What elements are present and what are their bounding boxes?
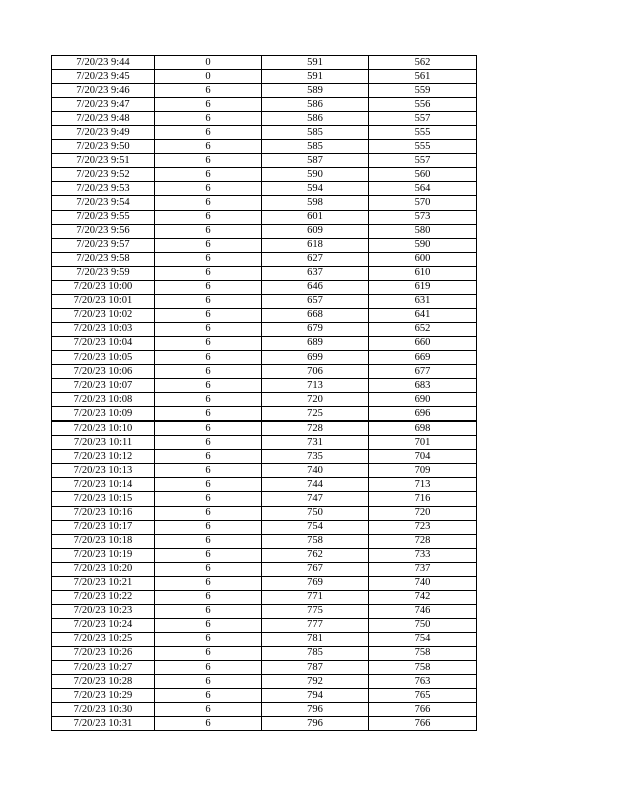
setting-cell: 6 xyxy=(155,294,262,308)
timestamp-cell: 7/20/23 10:15 xyxy=(52,492,155,506)
timestamp-cell: 7/20/23 9:54 xyxy=(52,196,155,210)
value-b-cell: 765 xyxy=(369,689,477,703)
table-row xyxy=(52,350,477,364)
table-row xyxy=(52,112,477,126)
value-a-cell: 618 xyxy=(262,238,369,252)
timestamp-cell: 7/20/23 10:17 xyxy=(52,520,155,534)
table-body xyxy=(52,56,477,731)
setting-cell: 6 xyxy=(155,632,262,646)
table-row xyxy=(52,210,477,224)
value-b-cell: 560 xyxy=(369,168,477,182)
table-row xyxy=(52,84,477,98)
timestamp-cell: 7/20/23 9:56 xyxy=(52,224,155,238)
table-row xyxy=(52,126,477,140)
value-b-cell: 742 xyxy=(369,590,477,604)
value-a-cell: 668 xyxy=(262,308,369,322)
timestamp-cell: 7/20/23 9:53 xyxy=(52,182,155,196)
value-a-cell: 775 xyxy=(262,604,369,618)
timestamp-cell: 7/20/23 10:28 xyxy=(52,675,155,689)
timestamp-cell: 7/20/23 10:09 xyxy=(52,407,155,422)
setting-cell: 6 xyxy=(155,506,262,520)
table-row xyxy=(52,590,477,604)
value-b-cell: 631 xyxy=(369,294,477,308)
value-a-cell: 750 xyxy=(262,506,369,520)
timestamp-cell: 7/20/23 10:20 xyxy=(52,562,155,576)
value-a-cell: 785 xyxy=(262,646,369,660)
value-a-cell: 747 xyxy=(262,492,369,506)
value-a-cell: 762 xyxy=(262,548,369,562)
timestamp-cell: 7/20/23 10:18 xyxy=(52,534,155,548)
value-b-cell: 557 xyxy=(369,154,477,168)
value-a-cell: 679 xyxy=(262,322,369,336)
setting-cell: 6 xyxy=(155,365,262,379)
value-b-cell: 740 xyxy=(369,576,477,590)
setting-cell: 6 xyxy=(155,210,262,224)
table-row xyxy=(52,196,477,210)
table-row xyxy=(52,70,477,84)
value-b-cell: 641 xyxy=(369,308,477,322)
table-row xyxy=(52,520,477,534)
value-b-cell: 562 xyxy=(369,56,477,70)
setting-cell: 6 xyxy=(155,689,262,703)
value-b-cell: 750 xyxy=(369,618,477,632)
timestamp-cell: 7/20/23 10:07 xyxy=(52,379,155,393)
setting-cell: 6 xyxy=(155,98,262,112)
setting-cell: 6 xyxy=(155,407,262,422)
timestamp-cell: 7/20/23 10:01 xyxy=(52,294,155,308)
value-a-cell: 598 xyxy=(262,196,369,210)
timestamp-cell: 7/20/23 10:14 xyxy=(52,478,155,492)
value-b-cell: 713 xyxy=(369,478,477,492)
value-a-cell: 591 xyxy=(262,70,369,84)
value-b-cell: 754 xyxy=(369,632,477,646)
value-a-cell: 590 xyxy=(262,168,369,182)
table-row xyxy=(52,266,477,280)
timestamp-cell: 7/20/23 10:04 xyxy=(52,336,155,350)
table-row xyxy=(52,632,477,646)
table-row xyxy=(52,56,477,70)
value-a-cell: 796 xyxy=(262,717,369,731)
value-b-cell: 766 xyxy=(369,717,477,731)
value-b-cell: 737 xyxy=(369,562,477,576)
table-row xyxy=(52,407,477,422)
timestamp-cell: 7/20/23 9:48 xyxy=(52,112,155,126)
table-row xyxy=(52,224,477,238)
value-b-cell: 698 xyxy=(369,421,477,436)
table-row xyxy=(52,421,477,436)
table-row xyxy=(52,646,477,660)
setting-cell: 6 xyxy=(155,252,262,266)
setting-cell: 6 xyxy=(155,618,262,632)
value-b-cell: 610 xyxy=(369,266,477,280)
value-a-cell: 767 xyxy=(262,562,369,576)
value-a-cell: 792 xyxy=(262,675,369,689)
value-b-cell: 758 xyxy=(369,661,477,675)
setting-cell: 6 xyxy=(155,182,262,196)
value-a-cell: 637 xyxy=(262,266,369,280)
table-row xyxy=(52,140,477,154)
value-b-cell: 709 xyxy=(369,464,477,478)
setting-cell: 6 xyxy=(155,717,262,731)
setting-cell: 6 xyxy=(155,154,262,168)
timestamp-cell: 7/20/23 10:24 xyxy=(52,618,155,632)
value-b-cell: 758 xyxy=(369,646,477,660)
table-row xyxy=(52,576,477,590)
timestamp-cell: 7/20/23 10:26 xyxy=(52,646,155,660)
setting-cell: 6 xyxy=(155,224,262,238)
value-b-cell: 763 xyxy=(369,675,477,689)
setting-cell: 6 xyxy=(155,421,262,436)
table-row xyxy=(52,492,477,506)
setting-cell: 6 xyxy=(155,84,262,98)
setting-cell: 6 xyxy=(155,464,262,478)
setting-cell: 6 xyxy=(155,548,262,562)
table-row xyxy=(52,436,477,450)
timestamp-cell: 7/20/23 10:12 xyxy=(52,450,155,464)
setting-cell: 6 xyxy=(155,336,262,350)
table-row xyxy=(52,703,477,717)
value-a-cell: 794 xyxy=(262,689,369,703)
value-b-cell: 701 xyxy=(369,436,477,450)
timestamp-cell: 7/20/23 9:52 xyxy=(52,168,155,182)
timestamp-cell: 7/20/23 10:02 xyxy=(52,308,155,322)
table-row xyxy=(52,661,477,675)
table-row xyxy=(52,379,477,393)
value-b-cell: 652 xyxy=(369,322,477,336)
timestamp-cell: 7/20/23 9:47 xyxy=(52,98,155,112)
value-a-cell: 787 xyxy=(262,661,369,675)
table-row xyxy=(52,238,477,252)
timestamp-cell: 7/20/23 10:05 xyxy=(52,350,155,364)
setting-cell: 6 xyxy=(155,168,262,182)
value-a-cell: 728 xyxy=(262,421,369,436)
value-a-cell: 777 xyxy=(262,618,369,632)
timestamp-cell: 7/20/23 9:58 xyxy=(52,252,155,266)
setting-cell: 6 xyxy=(155,140,262,154)
setting-cell: 6 xyxy=(155,646,262,660)
setting-cell: 6 xyxy=(155,590,262,604)
table-row xyxy=(52,280,477,294)
value-a-cell: 586 xyxy=(262,98,369,112)
value-a-cell: 646 xyxy=(262,280,369,294)
value-b-cell: 733 xyxy=(369,548,477,562)
table-row xyxy=(52,393,477,407)
value-b-cell: 723 xyxy=(369,520,477,534)
value-b-cell: 696 xyxy=(369,407,477,422)
setting-cell: 6 xyxy=(155,266,262,280)
timestamp-cell: 7/20/23 10:00 xyxy=(52,280,155,294)
setting-cell: 6 xyxy=(155,126,262,140)
value-b-cell: 677 xyxy=(369,365,477,379)
table-row xyxy=(52,464,477,478)
value-a-cell: 758 xyxy=(262,534,369,548)
timestamp-cell: 7/20/23 10:10 xyxy=(52,421,155,436)
timestamp-cell: 7/20/23 9:59 xyxy=(52,266,155,280)
timestamp-cell: 7/20/23 10:08 xyxy=(52,393,155,407)
value-b-cell: 766 xyxy=(369,703,477,717)
setting-cell: 6 xyxy=(155,393,262,407)
timestamp-cell: 7/20/23 10:11 xyxy=(52,436,155,450)
value-a-cell: 754 xyxy=(262,520,369,534)
setting-cell: 6 xyxy=(155,436,262,450)
setting-cell: 6 xyxy=(155,308,262,322)
value-b-cell: 716 xyxy=(369,492,477,506)
timestamp-cell: 7/20/23 9:57 xyxy=(52,238,155,252)
table-row xyxy=(52,252,477,266)
value-a-cell: 587 xyxy=(262,154,369,168)
timestamp-cell: 7/20/23 9:50 xyxy=(52,140,155,154)
value-b-cell: 728 xyxy=(369,534,477,548)
setting-cell: 6 xyxy=(155,112,262,126)
setting-cell: 6 xyxy=(155,604,262,618)
table-row xyxy=(52,365,477,379)
value-a-cell: 627 xyxy=(262,252,369,266)
timestamp-cell: 7/20/23 9:45 xyxy=(52,70,155,84)
value-a-cell: 740 xyxy=(262,464,369,478)
table-row xyxy=(52,478,477,492)
timestamp-cell: 7/20/23 10:16 xyxy=(52,506,155,520)
timestamp-cell: 7/20/23 10:06 xyxy=(52,365,155,379)
value-b-cell: 561 xyxy=(369,70,477,84)
value-a-cell: 769 xyxy=(262,576,369,590)
value-b-cell: 704 xyxy=(369,450,477,464)
timestamp-cell: 7/20/23 10:31 xyxy=(52,717,155,731)
setting-cell: 6 xyxy=(155,196,262,210)
data-table xyxy=(51,55,477,731)
value-a-cell: 699 xyxy=(262,350,369,364)
timestamp-cell: 7/20/23 10:13 xyxy=(52,464,155,478)
data-sheet xyxy=(51,55,476,731)
value-a-cell: 744 xyxy=(262,478,369,492)
table-row xyxy=(52,450,477,464)
value-a-cell: 594 xyxy=(262,182,369,196)
value-a-cell: 689 xyxy=(262,336,369,350)
timestamp-cell: 7/20/23 9:46 xyxy=(52,84,155,98)
value-a-cell: 713 xyxy=(262,379,369,393)
value-a-cell: 781 xyxy=(262,632,369,646)
setting-cell: 6 xyxy=(155,238,262,252)
value-b-cell: 580 xyxy=(369,224,477,238)
value-b-cell: 683 xyxy=(369,379,477,393)
table-row xyxy=(52,182,477,196)
table-row xyxy=(52,548,477,562)
value-a-cell: 771 xyxy=(262,590,369,604)
table-row xyxy=(52,562,477,576)
timestamp-cell: 7/20/23 10:22 xyxy=(52,590,155,604)
table-row xyxy=(52,618,477,632)
value-b-cell: 746 xyxy=(369,604,477,618)
setting-cell: 6 xyxy=(155,478,262,492)
value-a-cell: 725 xyxy=(262,407,369,422)
value-a-cell: 589 xyxy=(262,84,369,98)
value-a-cell: 657 xyxy=(262,294,369,308)
value-b-cell: 557 xyxy=(369,112,477,126)
setting-cell: 6 xyxy=(155,350,262,364)
value-b-cell: 555 xyxy=(369,126,477,140)
setting-cell: 6 xyxy=(155,675,262,689)
table-row xyxy=(52,336,477,350)
timestamp-cell: 7/20/23 10:03 xyxy=(52,322,155,336)
table-row xyxy=(52,98,477,112)
timestamp-cell: 7/20/23 9:51 xyxy=(52,154,155,168)
value-a-cell: 585 xyxy=(262,140,369,154)
table-row xyxy=(52,534,477,548)
setting-cell: 6 xyxy=(155,661,262,675)
value-b-cell: 619 xyxy=(369,280,477,294)
timestamp-cell: 7/20/23 10:29 xyxy=(52,689,155,703)
table-row xyxy=(52,308,477,322)
value-b-cell: 573 xyxy=(369,210,477,224)
value-b-cell: 555 xyxy=(369,140,477,154)
setting-cell: 6 xyxy=(155,379,262,393)
table-row xyxy=(52,675,477,689)
value-b-cell: 564 xyxy=(369,182,477,196)
timestamp-cell: 7/20/23 9:44 xyxy=(52,56,155,70)
timestamp-cell: 7/20/23 10:21 xyxy=(52,576,155,590)
timestamp-cell: 7/20/23 10:25 xyxy=(52,632,155,646)
table-row xyxy=(52,294,477,308)
value-b-cell: 660 xyxy=(369,336,477,350)
value-b-cell: 600 xyxy=(369,252,477,266)
table-row xyxy=(52,322,477,336)
timestamp-cell: 7/20/23 10:19 xyxy=(52,548,155,562)
value-a-cell: 706 xyxy=(262,365,369,379)
table-row xyxy=(52,604,477,618)
value-a-cell: 796 xyxy=(262,703,369,717)
value-b-cell: 570 xyxy=(369,196,477,210)
value-a-cell: 735 xyxy=(262,450,369,464)
setting-cell: 6 xyxy=(155,562,262,576)
table-row xyxy=(52,154,477,168)
value-a-cell: 591 xyxy=(262,56,369,70)
setting-cell: 6 xyxy=(155,703,262,717)
value-b-cell: 720 xyxy=(369,506,477,520)
setting-cell: 6 xyxy=(155,322,262,336)
value-a-cell: 601 xyxy=(262,210,369,224)
setting-cell: 6 xyxy=(155,534,262,548)
value-b-cell: 690 xyxy=(369,393,477,407)
setting-cell: 6 xyxy=(155,280,262,294)
value-b-cell: 669 xyxy=(369,350,477,364)
setting-cell: 0 xyxy=(155,56,262,70)
timestamp-cell: 7/20/23 10:23 xyxy=(52,604,155,618)
table-row xyxy=(52,717,477,731)
setting-cell: 0 xyxy=(155,70,262,84)
value-b-cell: 559 xyxy=(369,84,477,98)
table-row xyxy=(52,506,477,520)
timestamp-cell: 7/20/23 9:55 xyxy=(52,210,155,224)
value-a-cell: 731 xyxy=(262,436,369,450)
value-a-cell: 609 xyxy=(262,224,369,238)
timestamp-cell: 7/20/23 10:27 xyxy=(52,661,155,675)
timestamp-cell: 7/20/23 9:49 xyxy=(52,126,155,140)
table-row xyxy=(52,168,477,182)
setting-cell: 6 xyxy=(155,450,262,464)
table-row xyxy=(52,689,477,703)
value-b-cell: 590 xyxy=(369,238,477,252)
setting-cell: 6 xyxy=(155,492,262,506)
timestamp-cell: 7/20/23 10:30 xyxy=(52,703,155,717)
setting-cell: 6 xyxy=(155,576,262,590)
value-a-cell: 586 xyxy=(262,112,369,126)
value-b-cell: 556 xyxy=(369,98,477,112)
setting-cell: 6 xyxy=(155,520,262,534)
value-a-cell: 720 xyxy=(262,393,369,407)
value-a-cell: 585 xyxy=(262,126,369,140)
